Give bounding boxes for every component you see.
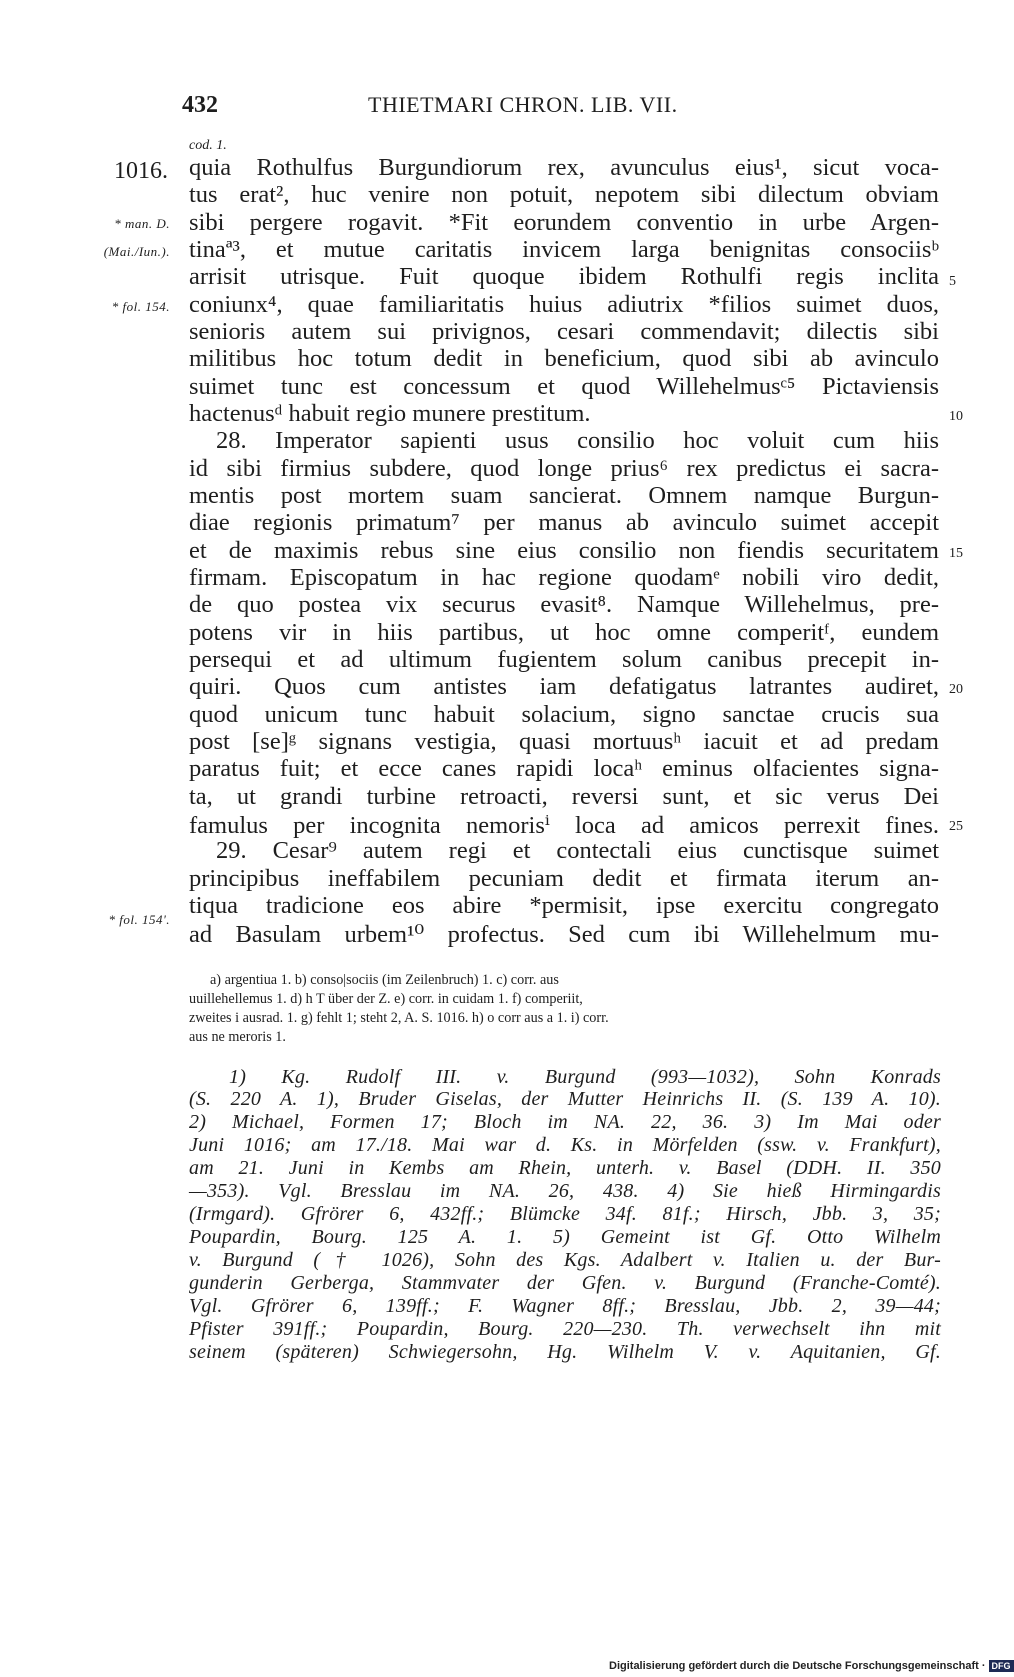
text-line: tinaª³, et mutue caritatis invicem larga benignitas consociisᵇ [189, 236, 939, 263]
text-line: militibus hoc totum dedit in beneficium, quod sibi ab avinculo [189, 345, 939, 372]
text-line: id sibi firmius subdere, quod longe prius⁶ rex predictus ei sacra- [189, 455, 939, 482]
digitization-credit [609, 1660, 1014, 1672]
line-number: 10 [949, 409, 963, 424]
text-line: ad Basulam urbem¹⁰ profectus. Sed cum ibi Willehelmum mu- [189, 921, 939, 948]
footnote-line: seinem (späteren) Schwiegersohn, Hg. Wilhelm V. v. Aquitanien, Gf. [189, 1341, 941, 1363]
footnote-line: (Irmgard). Gfrörer 6, 432ff.; Blümcke 34f. 81f.; Hirsch, Jbb. 3, 35; [189, 1203, 941, 1225]
text-line: tus erat², huc venire non potuit, nepotem sibi dilectum obviam [189, 181, 939, 208]
footnote-line: (S. 220 A. 1), Bruder Giselas, der Mutter Heinrichs II. (S. 139 A. 10). [189, 1088, 941, 1110]
margin-folio: * fol. 154. [111, 299, 170, 314]
text-line: paratus fuit; et ecce canes rapidi locaʰ eminus olfacientes signa- [189, 755, 939, 782]
credit-text: Digitalisierung gefördert durch die Deutsche Forschungsgemeinschaft · [609, 1660, 986, 1672]
apparatus-line: aus ne meroris 1. [189, 1029, 286, 1045]
text-line: mentis post mortem suam sancierat. Omnem namque Burgun- [189, 482, 939, 509]
footnote-line: gunderin Gerberga, Stammvater der Gfen. v. Burgund (Franche-Comté). [189, 1272, 941, 1294]
footnote-line: Juni 1016; am 17./18. Mai war d. Ks. in Mörfelden (ssw. v. Frankfurt), [189, 1134, 941, 1156]
text-line: hactenusᵈ habuit regio munere prestitum. [189, 400, 591, 427]
apparatus-line: uuillehellemus 1. d) h T über der Z. e) corr. in cuidam 1. f) comperiit, [189, 991, 583, 1007]
footnote-line: 1) Kg. Rudolf III. v. Burgund (993—1032), Sohn Konrads [229, 1066, 941, 1088]
text-line: sibi pergere rogavit. *Fit eorundem conventio in urbe Argen- [189, 209, 939, 236]
text-line: tiqua tradicione eos abire *permisit, ipse exercitu congregato [189, 892, 939, 919]
footnote-line: Pfister 391ff.; Poupardin, Bourg. 220—230. Th. verwechselt ihn mit [189, 1318, 941, 1340]
text-line: quia Rothulfus Burgundiorum rex, avunculus eius¹, sicut voca- [189, 154, 939, 181]
margin-manuscript-hand: * man. D. [114, 216, 170, 231]
footnote-line: Vgl. Gfrörer 6, 139ff.; F. Wagner 8ff.; Bresslau, Jbb. 2, 39—44; [189, 1295, 941, 1317]
text-line: de quo postea vix securus evasit⁸. Namque Willehelmus, pre- [189, 591, 939, 618]
source-note: cod. 1. [189, 138, 227, 153]
dfg-logo: DFG [989, 1660, 1014, 1672]
footnote-line: am 21. Juni in Kembs am Rhein, unterh. v. Basel (DDH. II. 350 [189, 1157, 941, 1179]
margin-folio-verso: * fol. 154'. [108, 912, 170, 927]
footnote-line: Poupardin, Bourg. 125 A. 1. 5) Gemeint ist Gf. Otto Wilhelm [189, 1226, 941, 1248]
apparatus-line: a) argentiua 1. b) conso|sociis (im Zeilenbruch) 1. c) corr. aus [210, 972, 559, 988]
text-line: et de maximis rebus sine eius consilio non fiendis securitatem [189, 537, 939, 564]
line-number: 20 [949, 682, 963, 697]
apparatus-line: zweites i ausrad. 1. g) fehlt 1; steht 2, A. S. 1016. h) o corr aus a 1. i) corr. [189, 1010, 609, 1026]
footnote-line: —353). Vgl. Bresslau im NA. 26, 438. 4) Sie hieß Hirmingardis [189, 1180, 941, 1202]
text-line: suimet tunc est concessum et quod Willehelmusᶜ⁵ Pictaviensis [189, 373, 939, 400]
line-number: 25 [949, 819, 963, 834]
text-line: famulus per incognita nemorisⁱ loca ad amicos perrexit fines. [189, 812, 939, 839]
footnote-line: v. Burgund († 1026), Sohn des Kgs. Adalbert v. Italien u. der Bur- [189, 1249, 941, 1271]
running-title: THIETMARI CHRON. LIB. VII. [368, 92, 678, 117]
text-line: persequi et ad ultimum fugientem solum canibus precepit in- [189, 646, 939, 673]
text-line: post [se]ᵍ signans vestigia, quasi mortuusʰ iacuit et ad predam [189, 728, 939, 755]
text-line: firmam. Episcopatum in hac regione quodamᵉ nobili viro dedit, [189, 564, 939, 591]
text-line: arrisit utrisque. Fuit quoque ibidem Rothulfi regis inclita [189, 263, 939, 290]
text-line: senioris autem sui privignos, cesari commendavit; dilectis sibi [189, 318, 939, 345]
margin-year: 1016. [114, 158, 168, 184]
text-line: principibus ineffabilem pecuniam dedit et firmata iterum an- [189, 865, 939, 892]
margin-date: (Mai./Iun.). [103, 244, 170, 259]
text-line: quiri. Quos cum antistes iam defatigatus latrantes audiret, [189, 673, 939, 700]
text-line: potens vir in hiis partibus, ut hoc omne comperitᶠ, eundem [189, 619, 939, 646]
line-number: 5 [949, 274, 956, 289]
text-line: 28. Imperator sapienti usus consilio hoc voluit cum hiis [216, 427, 939, 454]
page-number: 432 [182, 92, 218, 118]
text-line: diae regionis primatum⁷ per manus ab avinculo suimet accepit [189, 509, 939, 536]
text-line: quod unicum tunc habuit solacium, signo sanctae crucis sua [189, 701, 939, 728]
text-line: coniunx⁴, quae familiaritatis huius adiutrix *filios suimet duos, [189, 291, 939, 318]
text-line: ta, ut grandi turbine retroacti, reversi sunt, et sic verus Dei [189, 783, 939, 810]
footnote-line: 2) Michael, Formen 17; Bloch im NA. 22, 36. 3) Im Mai oder [189, 1111, 941, 1133]
line-number: 15 [949, 546, 963, 561]
text-line: 29. Cesar⁹ autem regi et contectali eius cunctisque suimet [216, 837, 939, 864]
